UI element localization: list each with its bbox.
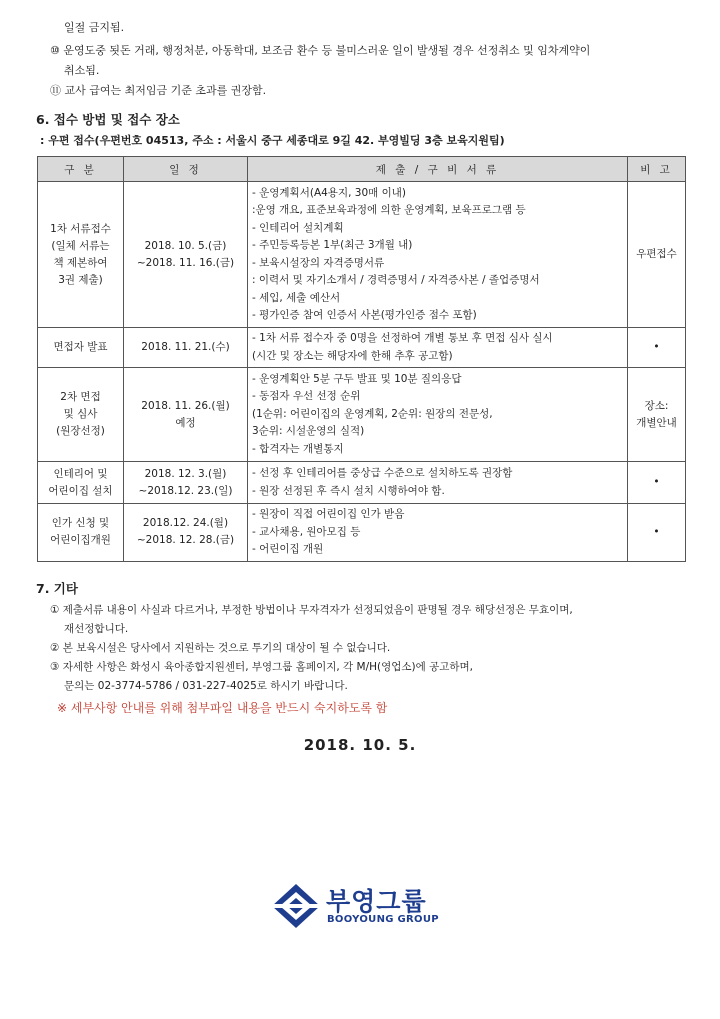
row-doc-line: :운영 개요, 표준보육과정에 의한 운영계획, 보육프로그램 등 — [252, 204, 526, 216]
logo-english-text: BOOYOUNG GROUP — [327, 914, 439, 925]
row-date-line: 2018. 10. 5.(금) — [144, 239, 227, 252]
notice-text: ※ 세부사항 안내를 위해 첨부파일 내용을 반드시 숙지하도록 함 — [57, 701, 388, 715]
row-date — [124, 462, 248, 504]
table-row — [38, 368, 686, 462]
row-note — [628, 504, 686, 562]
row-doc-line: - 세입, 세출 예산서 — [252, 291, 341, 304]
row-doc-line: - 보육시설장의 자격증명서류 — [252, 256, 385, 269]
row-note — [628, 462, 686, 504]
row-date-line: 예정 — [175, 416, 196, 429]
table-row — [38, 328, 686, 368]
row-category-line: 인테리어 및 — [53, 467, 108, 480]
row-doc-line: (1순위: 어린이집의 운영계획, 2순위: 원장의 전문성, — [252, 407, 493, 420]
row-note-line: • — [653, 476, 660, 488]
row-category-line: 인가 신청 및 — [51, 517, 110, 530]
row-category-line: 면접자 발표 — [53, 341, 108, 353]
section-7-item-2: ② 본 보육시설은 당사에서 지원하는 것으로 투기의 대상이 될 수 없습니다. — [50, 642, 391, 654]
table-row — [38, 462, 686, 504]
table-row — [38, 504, 686, 562]
row-doc-line: - 1차 서류 접수자 중 0명을 선정하여 개별 통보 후 면접 심사 실시 — [252, 332, 553, 344]
document-date: 2018. 10. 5. — [303, 736, 417, 754]
row-date-line: ~2018. 12. 28.(금) — [136, 534, 235, 547]
header-date: 일 정 — [124, 157, 248, 182]
schedule-table — [37, 156, 686, 562]
row-category-line: (원장선정) — [56, 425, 105, 437]
row-doc-line: - 주민등록등본 1부(최근 3개월 내) — [252, 239, 413, 251]
row-doc-line: - 합격자는 개별통지 — [252, 442, 344, 455]
row-date-line: 2018. 12. 3.(월) — [144, 467, 227, 480]
row-doc-line: - 동점자 우선 선정 순위 — [252, 390, 361, 403]
header-category: 구 분 — [38, 157, 124, 182]
row-doc-line: - 운영계획서(A4용지, 30매 이내) — [252, 186, 406, 199]
row-doc-line: - 원장 선정된 후 즉시 설치 시행하여야 함. — [252, 484, 445, 497]
intro-item-11: ⑪ 교사 급여는 최저임금 기준 초과를 권장함. — [50, 84, 267, 97]
row-note — [628, 182, 686, 328]
schedule-header-row — [38, 157, 686, 182]
row-date-line: ~2018.12. 23.(일) — [138, 484, 233, 497]
row-note-line: • — [653, 525, 660, 538]
row-category — [38, 368, 124, 462]
section-7-item-3: ③ 자세한 사항은 화성시 육아종합지원센터, 부영그룹 홈페이지, 각 M/H(영업소)에 공고하며, — [50, 661, 474, 673]
row-category-line: 1차 서류접수 — [50, 222, 111, 235]
row-category — [38, 504, 124, 562]
row-doc-line: - 원장이 직접 어린이집 인가 받음 — [252, 508, 405, 520]
booyoung-diamond-icon — [270, 882, 322, 930]
row-doc-line: - 선정 후 인테리어를 중상급 수준으로 설치하도록 권장함 — [252, 467, 513, 479]
row-category-line: (일체 서류는 — [51, 239, 110, 252]
header-note: 비 고 — [628, 157, 686, 182]
row-doc-line: - 교사채용, 원아모집 등 — [252, 525, 361, 538]
intro-item-10: ⑩ 운영도중 됫돈 거래, 행정처분, 아동학대, 보조금 환수 등 불미스러운 일이 발생될 경우 선정취소 및 임차계약이 — [50, 44, 591, 57]
row-doc-line: : 이력서 및 자기소개서 / 경력증명서 / 자격증사본 / 졸업증명서 — [252, 274, 540, 286]
row-doc-line: (시간 및 장소는 해당자에 한해 추후 공고함) — [252, 349, 453, 362]
row-date — [124, 328, 248, 368]
row-doc-line: - 평가인증 참여 인증서 사본(평가인증 점수 포함) — [252, 309, 477, 321]
row-category-line: 및 심사 — [63, 408, 98, 420]
row-date — [124, 504, 248, 562]
table-row — [38, 182, 686, 328]
section-7-title: 7. 기타 — [36, 581, 78, 596]
section-6-subtitle: : 우편 접수(우편번호 04513, 주소 : 서울시 중구 세종대로 9길 42. 부영빌딩 3층 보육지원팀) — [40, 134, 505, 147]
section-6-title: 6. 접수 방법 및 접수 장소 — [36, 112, 180, 127]
section-7-item-3-cont: 문의는 02-3774-5786 / 031-227-4025로 하시기 바랍니다. — [64, 680, 348, 692]
intro-item-10-cont: 취소됨. — [64, 64, 100, 77]
row-note-line: 장소: — [644, 399, 669, 412]
row-note — [628, 368, 686, 462]
row-date-line: ~2018. 11. 16.(금) — [136, 256, 235, 269]
row-category — [38, 328, 124, 368]
row-documents — [248, 504, 628, 562]
row-documents — [248, 462, 628, 504]
row-note-line: 우편접수 — [636, 248, 677, 260]
row-note-line: • — [653, 341, 660, 353]
row-doc-line: - 운영계획안 5분 구두 발표 및 10분 질의응답 — [252, 372, 462, 385]
section-7-item-1-cont: 재선정합니다. — [64, 623, 129, 635]
row-documents — [248, 328, 628, 368]
row-doc-line: 3순위: 시설운영의 실적) — [252, 425, 365, 438]
row-category-line: 3권 제출) — [58, 273, 103, 286]
row-doc-line: - 인테리어 설치계획 — [252, 221, 344, 234]
row-date-line: 2018.12. 24.(월) — [142, 517, 229, 530]
header-documents: 제 출 / 구 비 서 류 — [248, 157, 628, 182]
section-7-item-1: ① 제출서류 내용이 사실과 다르거나, 부정한 방법이나 무자격자가 선정되었음이 판명될 경우 해당선정은 무효이며, — [50, 604, 573, 616]
row-category — [38, 462, 124, 504]
row-date — [124, 182, 248, 328]
row-note-line: 개별안내 — [636, 416, 677, 429]
row-date — [124, 368, 248, 462]
row-category-line: 책 제본하여 — [53, 256, 108, 269]
row-doc-line: - 어린이집 개원 — [252, 543, 324, 555]
row-category — [38, 182, 124, 328]
row-note — [628, 328, 686, 368]
row-documents — [248, 182, 628, 328]
row-date-line: 2018. 11. 21.(수) — [141, 341, 230, 353]
row-date-line: 2018. 11. 26.(월) — [141, 399, 230, 412]
row-category-line: 2차 면접 — [60, 391, 101, 403]
row-category-line: 어린이집개원 — [50, 534, 111, 547]
logo-korean-text: 부영그룹 — [326, 887, 427, 916]
row-documents — [248, 368, 628, 462]
row-category-line: 어린이집 설치 — [48, 484, 113, 497]
intro-line-0: 일절 금지됨. — [64, 21, 125, 34]
booyoung-logo — [270, 882, 445, 930]
